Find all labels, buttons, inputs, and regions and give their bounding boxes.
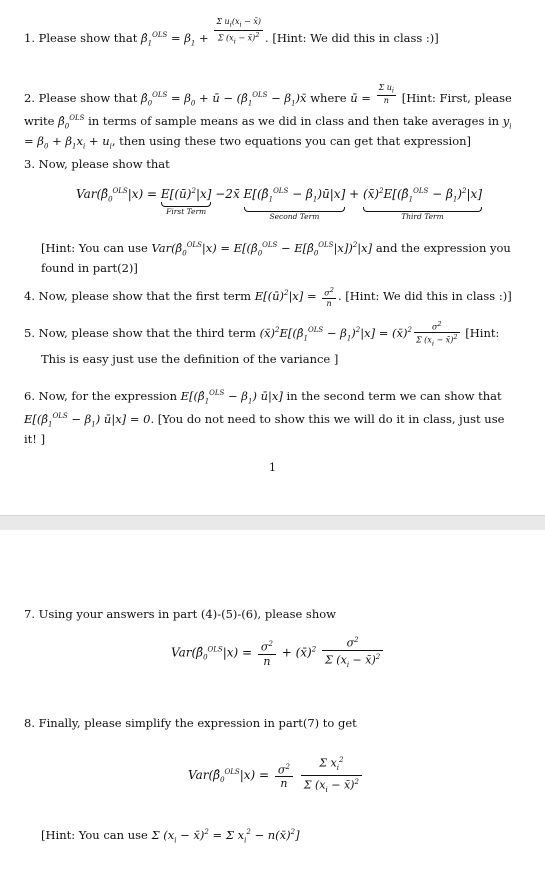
q8-text: Finally, please simplify the expression in part(7) to get	[38, 716, 357, 730]
question-8	[24, 716, 514, 731]
q6-text-2: in the second term we can show that	[286, 388, 502, 403]
q7-equation: $Var(\betâ_0^{OLS}|x)$ = $\frac{\sigma^2}{n}$ + (x̄)$^2$ $\frac{\sigma^2}{\Sigma (x_i - x̄)^2}$	[171, 634, 385, 672]
q3-hint-end: and the expression you found in part(2)]	[41, 240, 511, 276]
q5-formula: $(x̄)^2E[(\betâ_1^{OLS} - \beta_1)^2|x]$ = (x̄)$^2$ $\frac{\sigma^2}{\Sigma (x_i - x̄)^2}$	[259, 320, 458, 347]
q6-formula: $E[(\betâ_1^{OLS} - \beta_1)$ ū|x]	[180, 388, 283, 406]
q2-number: 2.	[24, 90, 35, 105]
q4-number: 4.	[24, 288, 35, 303]
question-2	[24, 82, 514, 155]
question-1	[24, 17, 514, 51]
q1-formula: $\betâ_1^{OLS} = \beta_1$ + $\frac{\Sigma u_i(x_i - x̄)}{\Sigma (x_i - x̄)^2}$ .	[140, 17, 269, 48]
q2-continuation-2: , then using these two equations you can get that expression]	[111, 134, 472, 149]
q3-hint-start: [Hint: You can use	[41, 240, 148, 255]
q4-hint: . [Hint: We did this in class :)]	[337, 288, 512, 303]
q3-text: Now, please show that	[38, 157, 170, 171]
q3-equation: $Var(\betâ_0^{OLS}|x)$ = E[(ū)$^2$|x] First Term −2x̄ $E[(\betâ_1^{OLS}$ − $\beta_1)ū|x$] Second Term + $(x̄)^2E[(\betâ_1^{OLS} - \beta_1)^2|x]$ Third Term	[76, 187, 483, 222]
q6-continuation: . [You do not need to show this we will do it in class, just use it! ]	[24, 411, 505, 447]
q8-hint-text: [Hint: You can use	[41, 827, 148, 842]
q7-number: 7.	[24, 607, 35, 621]
q3-first-term-label: First Term	[166, 207, 207, 216]
q6-text: Now, for the expression	[38, 388, 178, 403]
q8-number: 8.	[24, 716, 35, 730]
q5-continuation: This is easy just use the definition of the variance ]	[41, 352, 339, 366]
q2-ubar: ū = $\frac{\Sigma u_i}{n}$	[350, 82, 395, 106]
q4-text: Now, please show that the first term	[38, 288, 252, 303]
q1-hint: [Hint: We did this in class :)]	[272, 30, 439, 45]
q6-number: 6.	[24, 388, 35, 403]
q8-equation: $Var(\betâ_0^{OLS}|x)$ = $\frac{\sigma^2}{n}$ $\frac{\Sigma x_i^2}{\Sigma (x_i - x̄)^2}$	[188, 754, 364, 797]
q3-number: 3.	[24, 157, 35, 171]
question-3	[24, 157, 514, 172]
page-2	[0, 530, 545, 873]
q2-continuation: in terms of sample means as we did in class and then take averages in	[88, 113, 500, 128]
q6-result: $E[(\betâ_1^{OLS} - \beta_1)$ ū|x] = 0	[24, 411, 151, 429]
question-5	[24, 320, 514, 348]
question-6	[24, 386, 514, 447]
q3-hint: [Hint: You can use $Var(\betâ_0^{OLS}|x)$ = $E[(\betâ_0^{OLS}$ − $E[\betâ_0^{OLS}|x])^2|x$] and the expression you found in part(2)]	[41, 240, 511, 276]
q5-hint: [Hint:	[465, 325, 500, 340]
q5-text: Now, please show that the third term	[38, 325, 256, 340]
q2-beta0: $\betâ_0^{OLS}$	[58, 113, 85, 131]
q7-text: Using your answers in part (4)-(5)-(6), please show	[38, 607, 337, 621]
question-4	[24, 286, 514, 308]
page-number: 1	[269, 461, 276, 474]
q2-hint: [Hint: First, please write	[24, 90, 512, 128]
q1-text: Please show that	[38, 30, 138, 45]
q2-where: where	[310, 90, 347, 105]
q1-number: 1.	[24, 30, 35, 45]
q2-model: $y_i = \beta_0 + \beta_1x_i + u_i$	[24, 113, 512, 151]
q2-formula: $\betâ_0^{OLS} = \beta_0$ + ū − ($\betâ_1^{OLS}$ − $\beta_1)x̄$	[140, 90, 307, 108]
q3-second-term-label: Second Term	[269, 212, 320, 222]
q2-text: Please show that	[38, 90, 138, 105]
q5-number: 5.	[24, 325, 35, 340]
page-separator	[0, 515, 545, 531]
q8-hint: [Hint: You can use Σ ($x_i$ − x̄)$^2$ = Σ $x_i^2$ − n(x̄)$^2$]	[41, 827, 300, 845]
q3-third-term-label: Third Term	[401, 212, 444, 222]
question-7	[24, 607, 514, 622]
q4-formula: E[(ū)$^2$|x] = $\frac{\sigma^2}{n}$	[254, 286, 334, 308]
